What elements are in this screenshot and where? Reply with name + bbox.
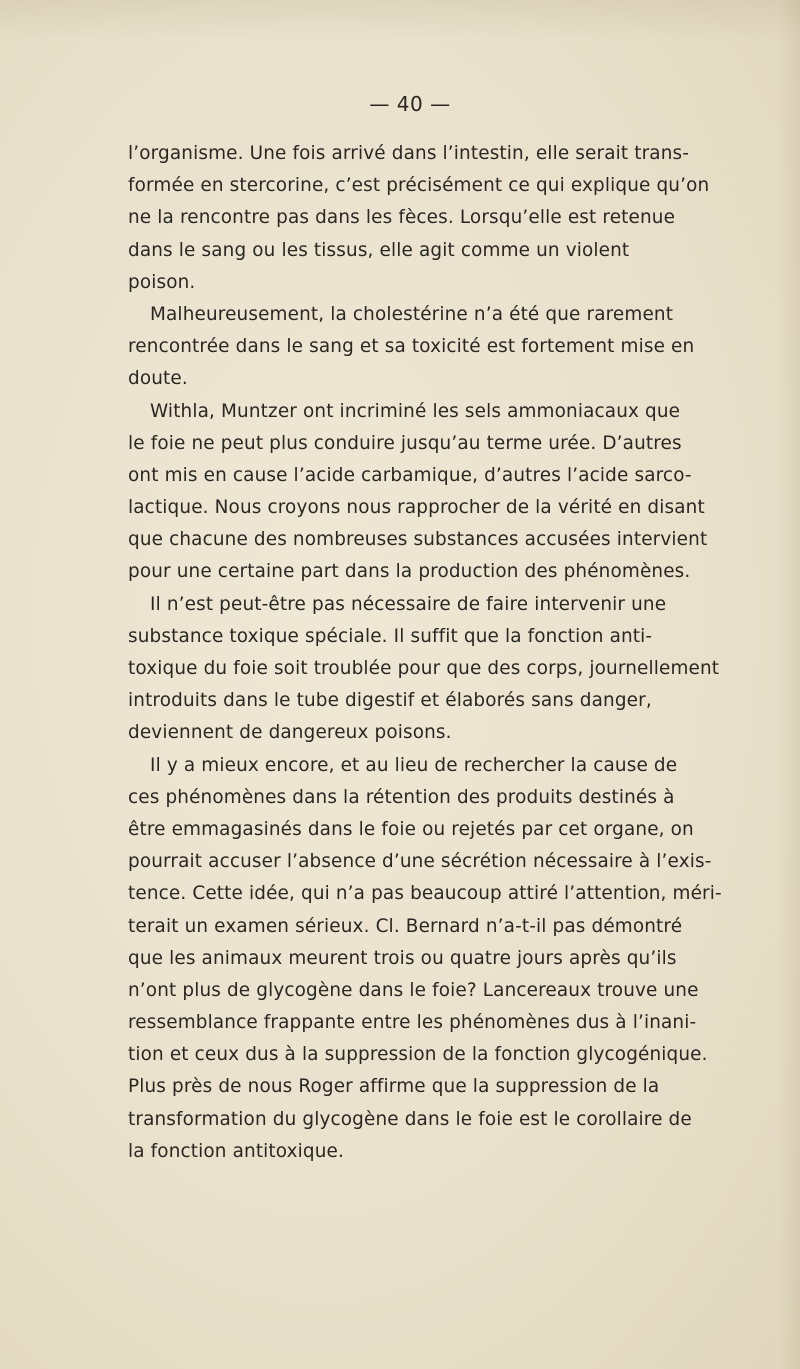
text-line: ont mis en cause l’acide carbamique, d’autres l’acide sarco- — [128, 464, 692, 486]
text-line: ces phénomènes dans la rétention des produits destinés à — [128, 786, 675, 808]
text-line: être emmagasinés dans le foie ou rejetés par cet organe, on — [128, 818, 694, 840]
text-line: formée en stercorine, c’est précisément ce qui explique qu’on — [128, 175, 710, 197]
page-number: — 40 — — [369, 92, 451, 116]
page-right-shading — [778, 0, 800, 1369]
text-line: doute. — [128, 368, 188, 390]
text-line: deviennent de dangereux poisons. — [128, 722, 452, 744]
text-line: transformation du glycogène dans le foie est le corollaire de — [128, 1108, 692, 1130]
paragraph-start-line: Withla, Muntzer ont incriminé les sels ammoniacaux que — [150, 400, 681, 422]
page-top-shading — [0, 0, 800, 40]
text-line: l’organisme. Une fois arrivé dans l’intestin, elle serait trans- — [128, 143, 690, 164]
paragraph-start-line: Il y a mieux encore, et au lieu de rechercher la cause de — [150, 754, 678, 776]
paragraph-start-line: Malheureusement, la cholestérine n’a été que rarement — [150, 303, 674, 325]
text-line: lactique. Nous croyons nous rapprocher de la vérité en disant — [128, 497, 705, 519]
text-line: ressemblance frappante entre les phénomènes dus à l’inani- — [128, 1012, 697, 1034]
text-line: pourrait accuser l’absence d’une sécrétion nécessaire à l’exis- — [128, 851, 712, 873]
text-line: tion et ceux dus à la suppression de la fonction glycogénique. — [128, 1044, 708, 1066]
text-line: que les animaux meurent trois ou quatre jours après qu’ils — [128, 947, 677, 969]
text-line: introduits dans le tube digestif et élaborés sans danger, — [128, 690, 652, 712]
paragraph-start-line: Il n’est peut-être pas nécessaire de faire intervenir une — [150, 593, 667, 615]
text-line: que chacune des nombreuses substances accusées intervient — [128, 529, 708, 551]
text-line: rencontrée dans le sang et sa toxicité est fortement mise en — [128, 336, 695, 358]
text-line: toxique du foie soit troublée pour que des corps, journellement — [128, 658, 720, 679]
text-line: Plus près de nous Roger affirme que la suppression de la — [128, 1076, 660, 1098]
text-line: la fonction antitoxique. — [128, 1140, 345, 1162]
text-line: n’ont plus de glycogène dans le foie? Lancereaux trouve une — [128, 979, 699, 1001]
text-line: terait un examen sérieux. Cl. Bernard n’a-t-il pas démontré — [128, 915, 683, 937]
text-line: dans le sang ou les tissus, elle agit comme un violent — [128, 239, 630, 261]
text-line: le foie ne peut plus conduire jusqu’au terme urée. D’autres — [128, 432, 682, 454]
text-line: ne la rencontre pas dans les fèces. Lorsqu’elle est retenue — [128, 207, 676, 229]
text-line: pour une certaine part dans la production des phénomènes. — [128, 561, 691, 583]
text-line: tence. Cette idée, qui n’a pas beaucoup attiré l’attention, méri- — [128, 883, 722, 905]
body-text — [128, 138, 776, 1168]
text-line: poison. — [128, 271, 196, 293]
text-line: substance toxique spéciale. Il suffit que la fonction anti- — [128, 625, 653, 647]
